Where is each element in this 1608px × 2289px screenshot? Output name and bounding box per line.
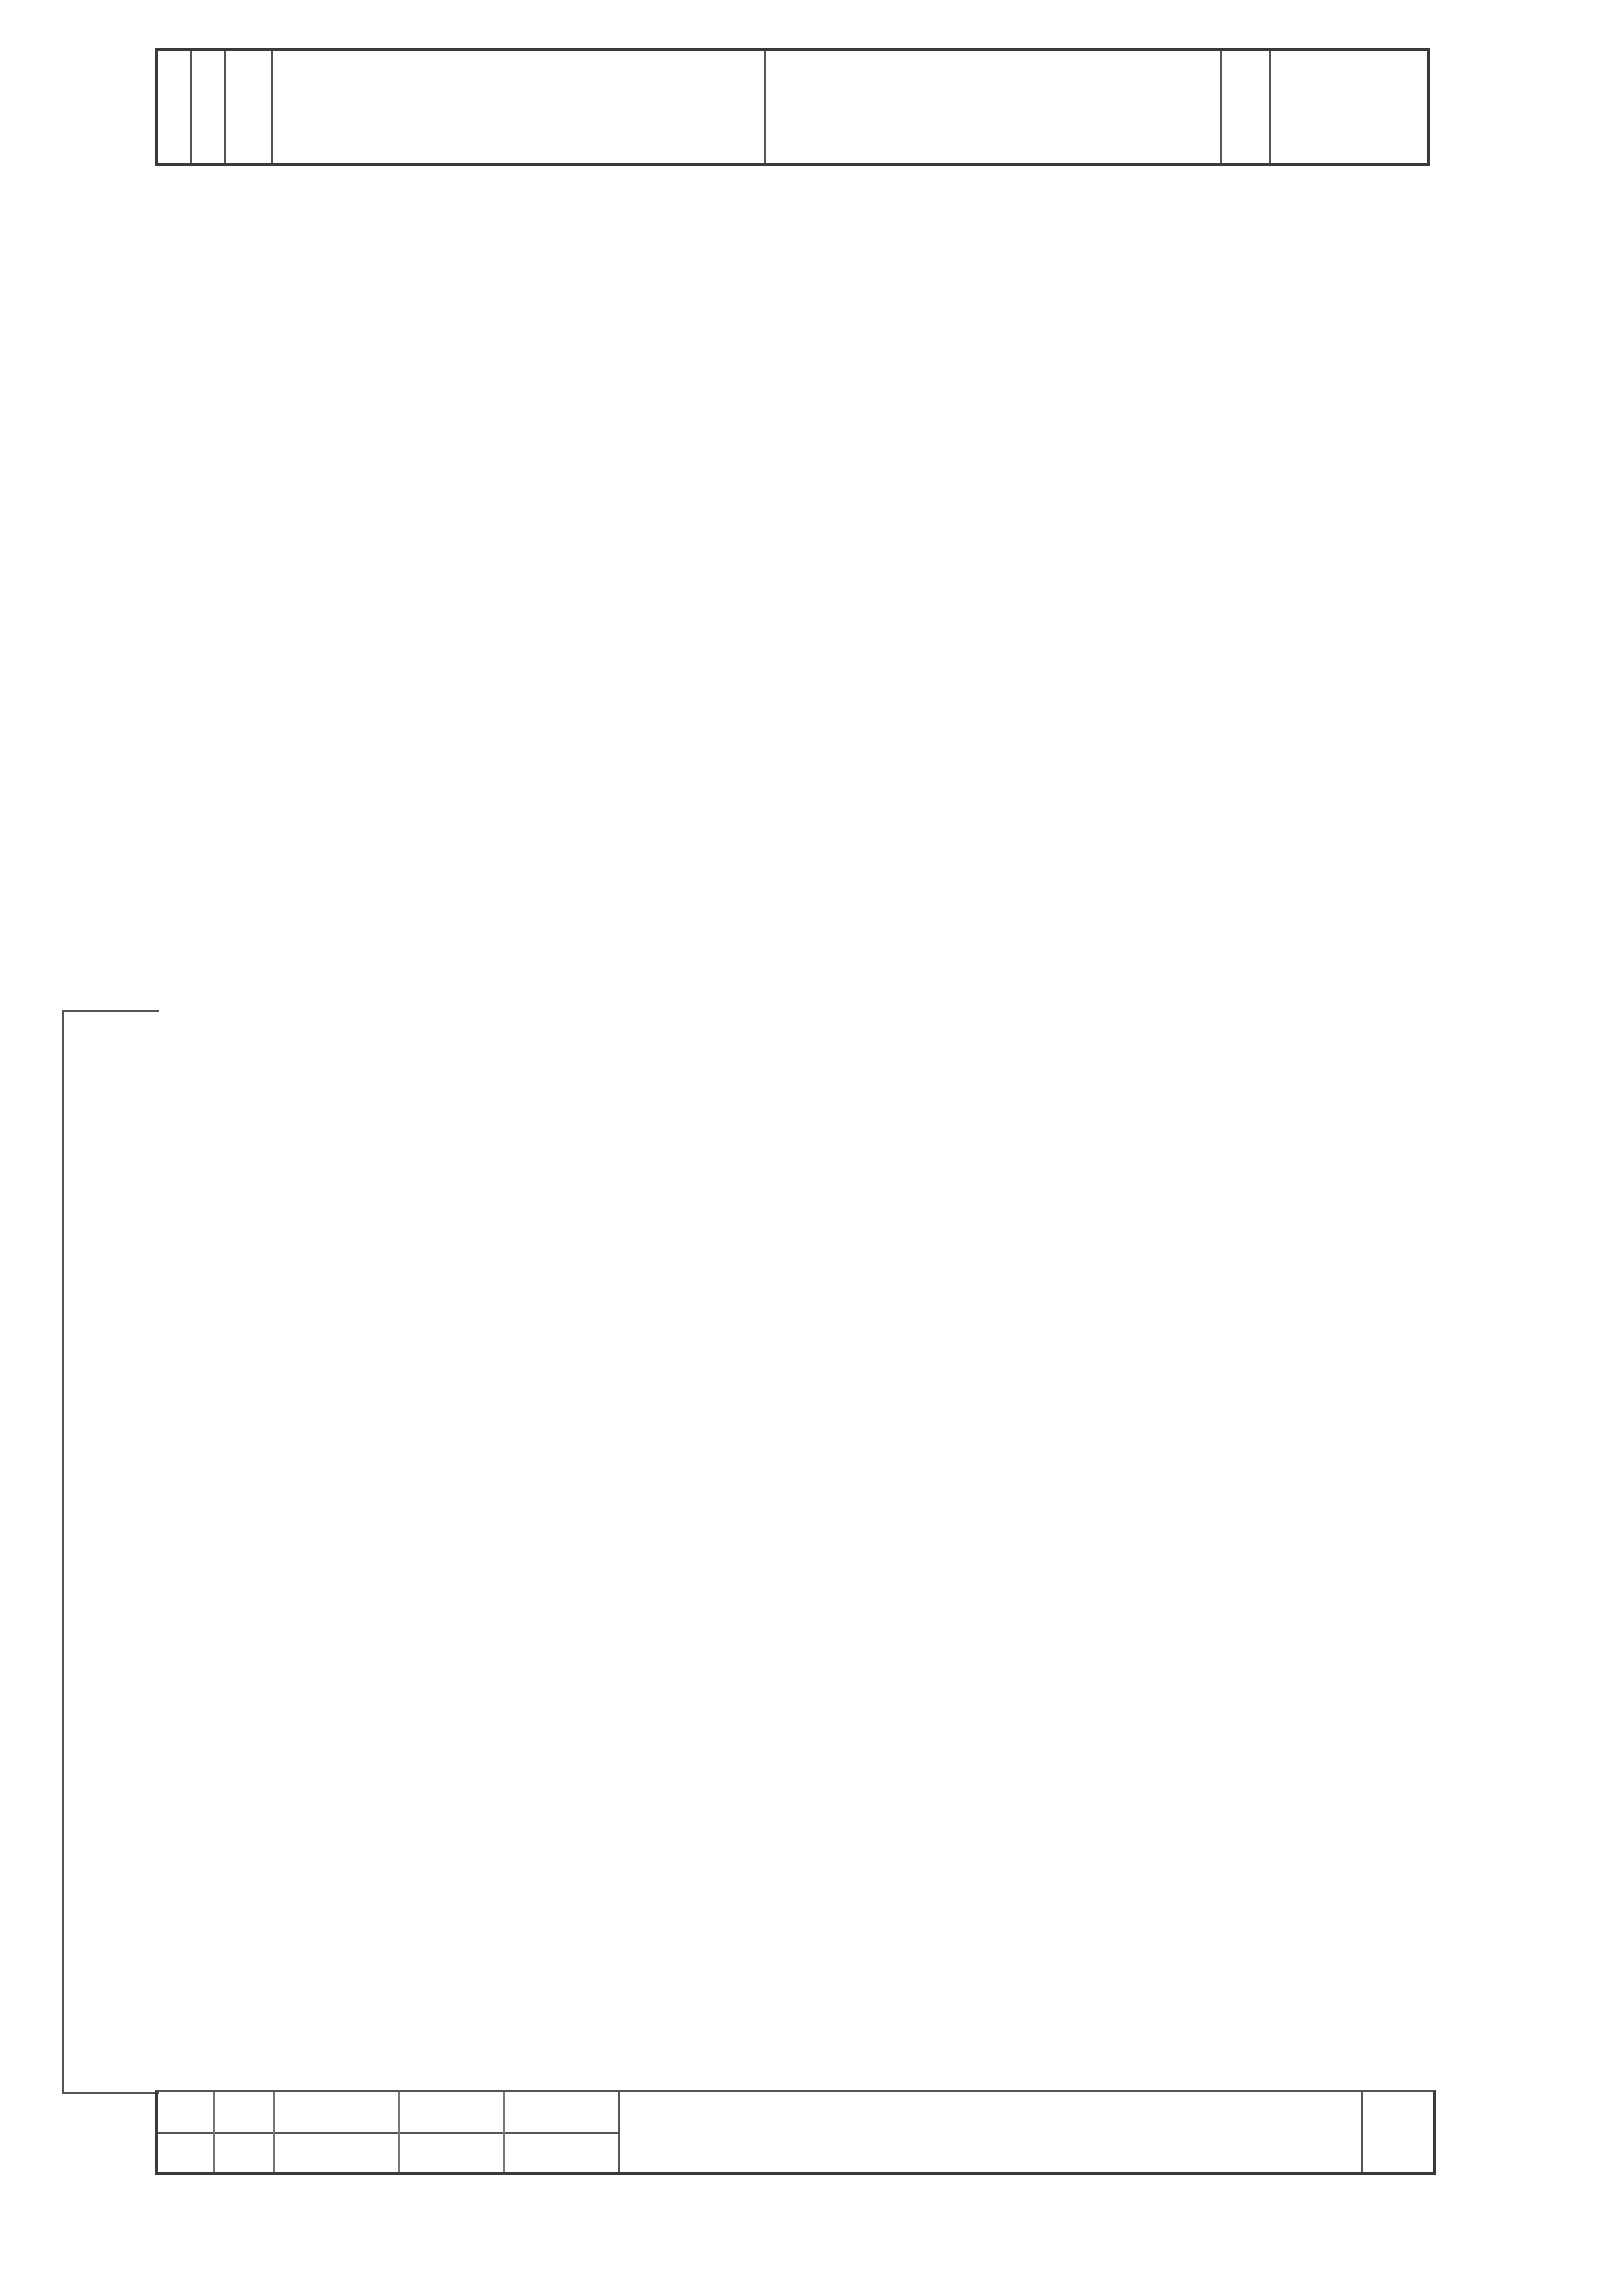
margin-stamp <box>62 1010 159 2094</box>
header-qty <box>1221 50 1270 165</box>
revision-col <box>503 2092 505 2172</box>
revision-grid-row <box>158 2092 618 2134</box>
header-name <box>765 50 1220 165</box>
table-header-row <box>157 50 1429 165</box>
header-format <box>157 50 191 165</box>
specification-table <box>155 48 1430 166</box>
revision-grid <box>158 2092 620 2172</box>
revision-col <box>273 2092 275 2172</box>
header-zone <box>191 50 225 165</box>
header-designation <box>272 50 765 165</box>
revision-col <box>398 2092 400 2172</box>
revision-col <box>213 2092 215 2172</box>
title-block <box>155 2090 1436 2175</box>
sheet-number-box <box>1361 2092 1433 2172</box>
header-pos <box>225 50 272 165</box>
header-note <box>1270 50 1429 165</box>
